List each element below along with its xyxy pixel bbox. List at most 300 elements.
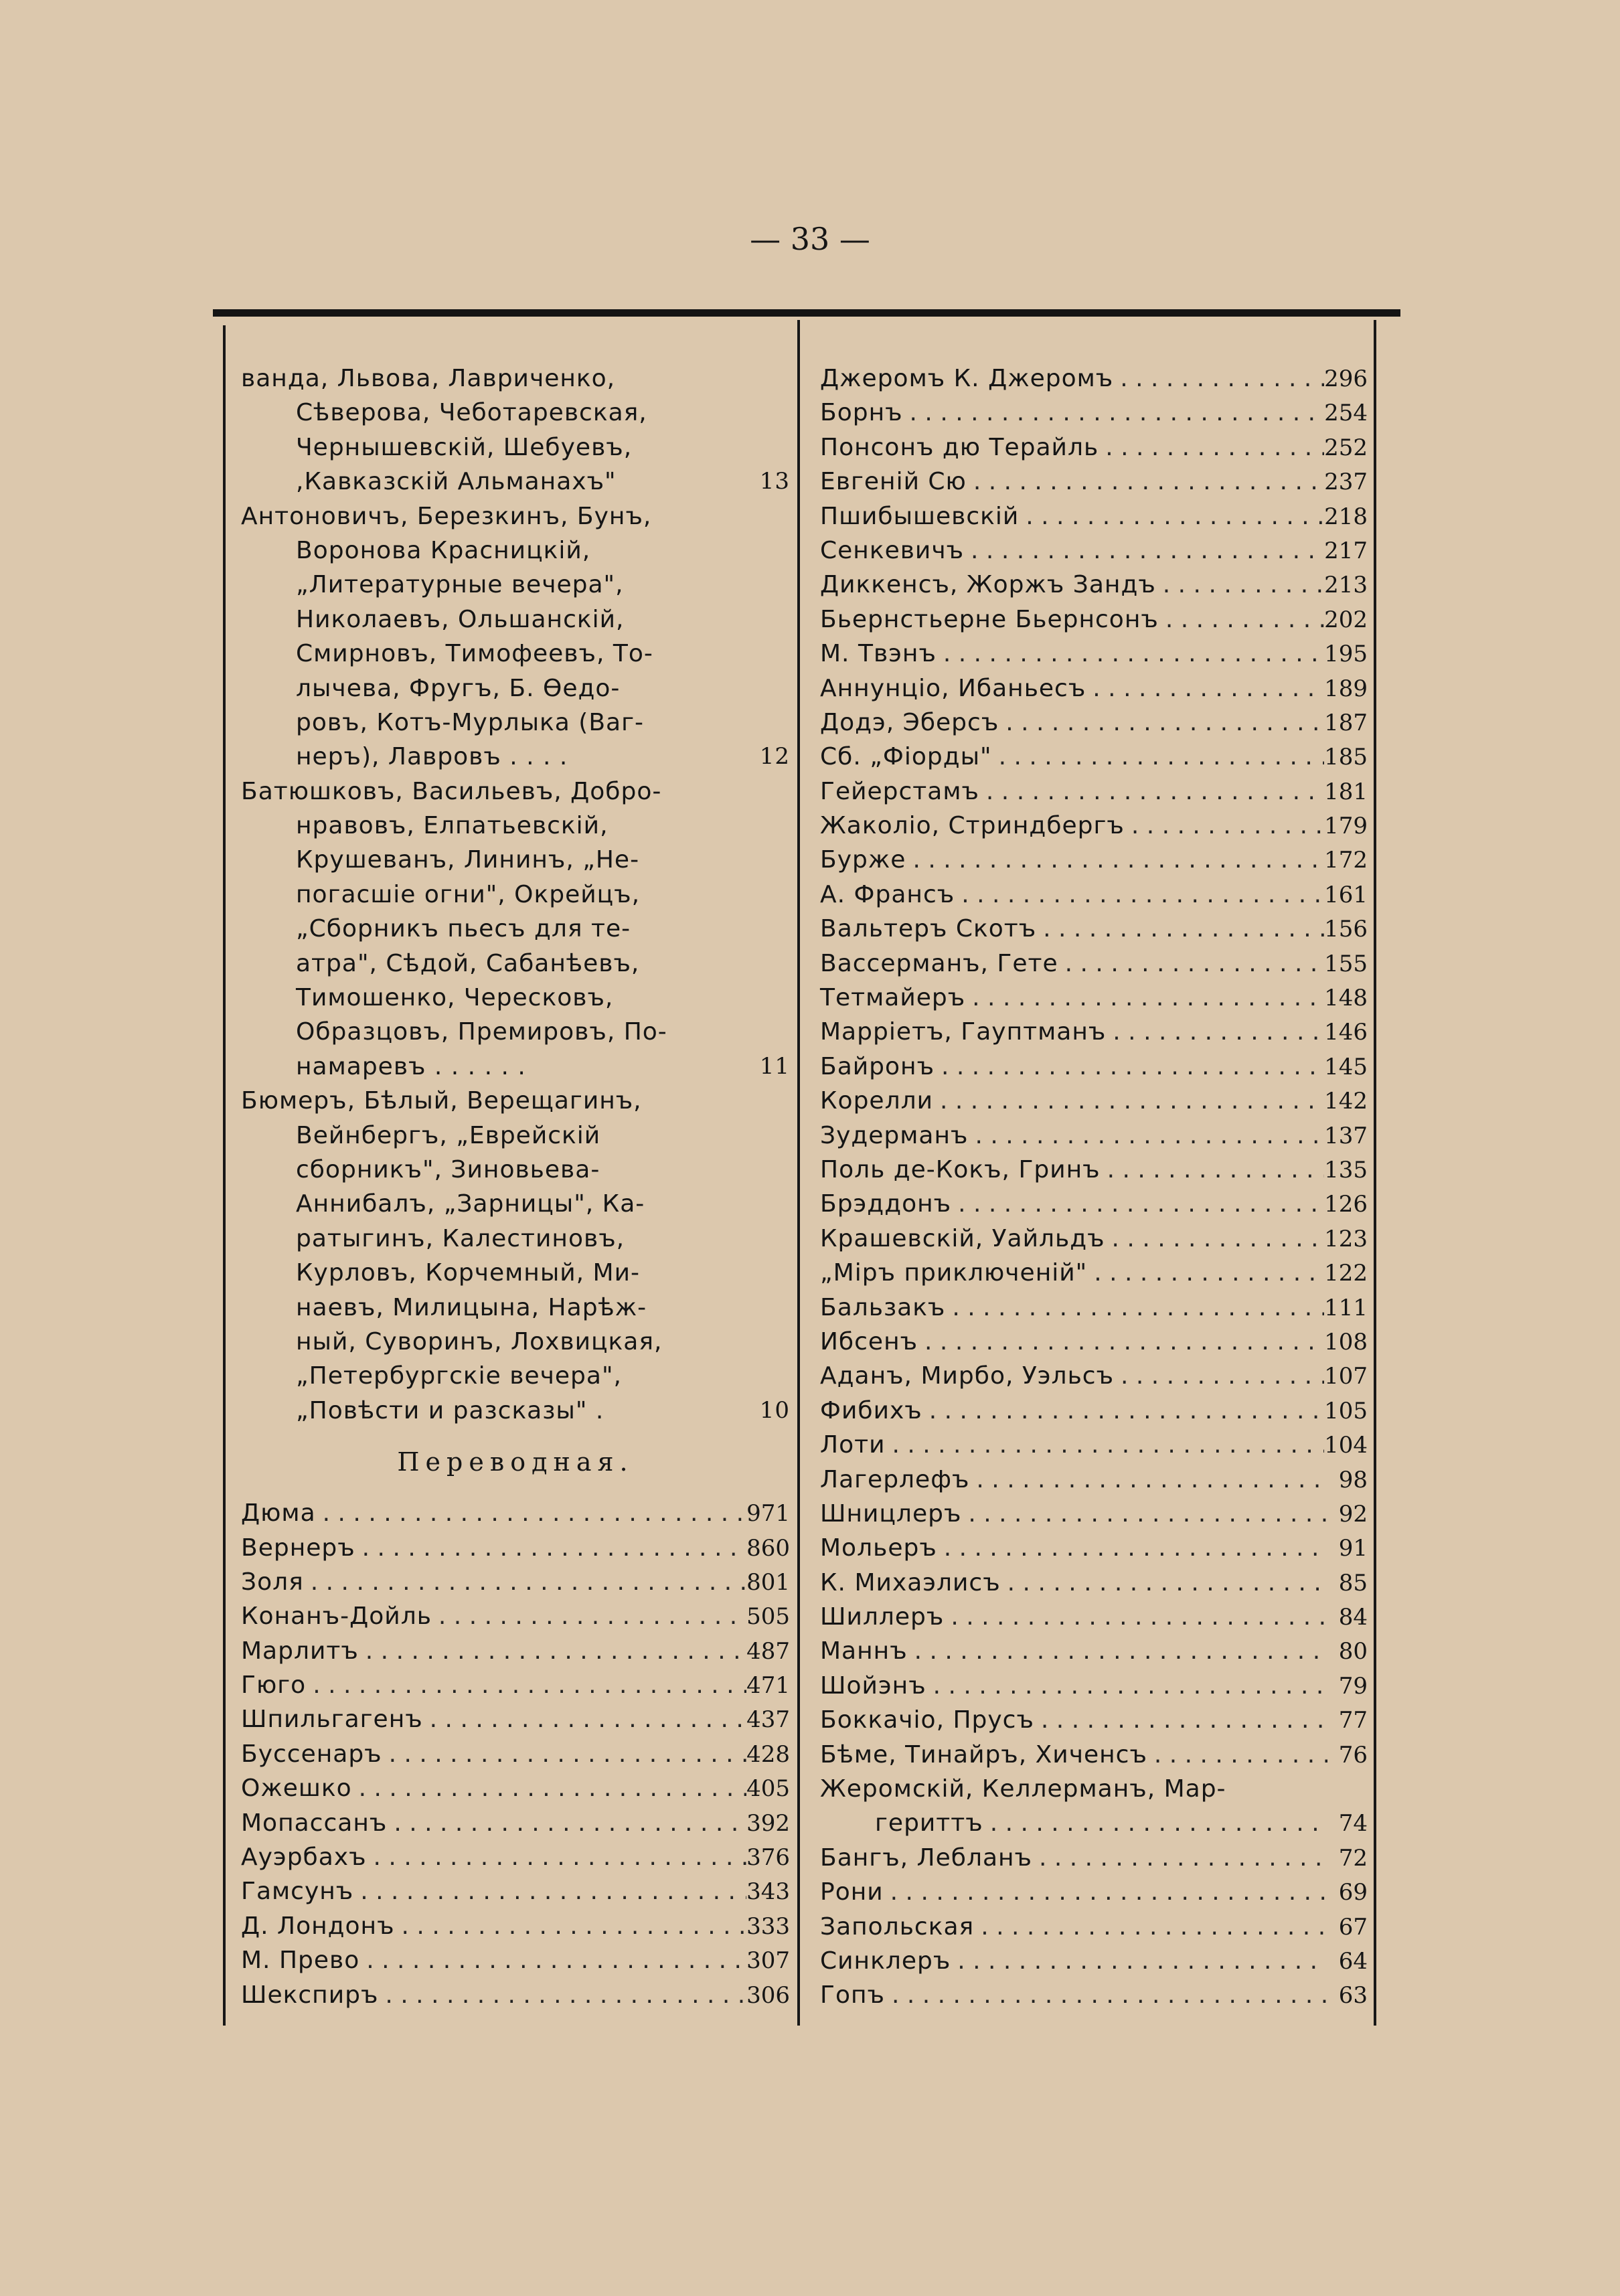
dot-leader xyxy=(1099,430,1324,465)
author-name: Вальтеръ Скотъ xyxy=(820,915,1037,943)
author-group-text: Вейнбергъ, „Еврейскій xyxy=(296,1121,601,1149)
author-entry xyxy=(820,465,1368,499)
author-count: 237 xyxy=(1324,469,1368,496)
group-count: 13 xyxy=(759,468,790,495)
author-count: 860 xyxy=(746,1534,790,1562)
author-count: 92 xyxy=(1338,1500,1368,1528)
author-name: М. Твэнъ xyxy=(820,640,937,668)
author-count: 187 xyxy=(1324,709,1368,736)
author-entry xyxy=(241,1634,790,1668)
author-name: Конанъ-Дойль xyxy=(241,1603,432,1631)
author-entry xyxy=(820,602,1368,637)
author-entry xyxy=(820,1703,1368,1737)
author-name: Марлитъ xyxy=(241,1637,359,1665)
author-count: 137 xyxy=(1324,1122,1368,1149)
author-group-text: „Петербургскіе вечера", xyxy=(296,1362,622,1390)
author-group-line xyxy=(241,568,790,602)
dot-leader xyxy=(1032,1841,1327,1875)
author-name: Бьернстьерне Бьернсонъ xyxy=(820,605,1159,633)
dot-leader xyxy=(423,1702,746,1736)
author-group-line xyxy=(241,1015,790,1049)
author-group-text: Крушеванъ, Лининъ, „Не- xyxy=(296,846,640,874)
author-name: Поль де-Кокъ, Гринъ xyxy=(820,1155,1101,1183)
dot-leader xyxy=(382,1737,746,1771)
dot-leader xyxy=(306,1668,746,1702)
author-name: Жаколіо, Стриндбергъ xyxy=(820,812,1125,840)
dot-leader xyxy=(933,1084,1324,1118)
author-entry xyxy=(820,843,1368,877)
author-group-text: Антоновичъ, Березкинъ, Бунъ, xyxy=(241,502,652,530)
author-name: Сб. „Фіорды" xyxy=(820,743,992,771)
header-rule xyxy=(213,309,1400,317)
dot-leader xyxy=(969,1463,1327,1497)
author-entry xyxy=(820,1463,1368,1497)
author-count: 148 xyxy=(1324,985,1368,1012)
author-name: К. Михаэлисъ xyxy=(820,1568,1001,1596)
author-group-line xyxy=(241,361,790,396)
page-number: — 33 — xyxy=(750,221,870,257)
author-entry xyxy=(820,1394,1368,1428)
author-group-text: ванда, Львова, Лавриченко, xyxy=(241,365,616,392)
author-name: Джеромъ К. Джеромъ xyxy=(820,365,1114,392)
author-entry xyxy=(820,1153,1368,1187)
author-group-line xyxy=(241,1119,790,1153)
author-name: Гейерстамъ xyxy=(820,777,979,805)
author-name: Запольская xyxy=(820,1912,975,1941)
dot-leader xyxy=(918,1325,1324,1359)
translated-authors-list-continued xyxy=(820,361,1368,2013)
dot-leader xyxy=(944,1600,1327,1634)
author-count: 98 xyxy=(1338,1466,1368,1493)
author-group-text: атра", Сѣдой, Сабанѣевъ, xyxy=(296,949,640,977)
dot-leader xyxy=(906,843,1324,877)
author-count: 376 xyxy=(746,1844,790,1872)
author-entry xyxy=(820,1325,1368,1359)
author-name: Марріетъ, Гауптманъ xyxy=(820,1018,1107,1046)
author-entry xyxy=(820,430,1368,465)
author-name: Понсонъ дю Терайль xyxy=(820,433,1099,461)
dot-leader xyxy=(395,1909,747,1943)
dot-leader xyxy=(961,1497,1327,1531)
author-count: 252 xyxy=(1324,434,1368,461)
author-group-line xyxy=(241,947,790,981)
left-border-line xyxy=(223,325,226,2026)
author-group-text: Сѣверова, Чеботаревская, xyxy=(296,399,647,427)
dot-leader xyxy=(387,1806,746,1840)
author-count: 74 xyxy=(1338,1810,1368,1837)
author-count: 145 xyxy=(1324,1053,1368,1080)
dot-leader xyxy=(1159,602,1324,637)
author-name: Ауэрбахъ xyxy=(241,1843,367,1872)
author-name: Маннъ xyxy=(820,1637,908,1665)
author-count: 69 xyxy=(1338,1879,1368,1906)
author-entry xyxy=(820,1187,1368,1221)
author-group-line xyxy=(241,1187,790,1221)
author-count: 307 xyxy=(746,1947,790,1975)
author-entry xyxy=(241,1599,790,1633)
author-group-line xyxy=(241,396,790,430)
author-entry xyxy=(820,1738,1368,1772)
author-entry xyxy=(820,1772,1368,1806)
author-entry xyxy=(241,1874,790,1908)
column-divider xyxy=(797,320,800,2026)
author-group-line xyxy=(241,671,790,706)
author-group-text: Смирновъ, Тимофеевъ, То- xyxy=(296,640,653,668)
dot-leader xyxy=(1087,1256,1324,1290)
author-entry xyxy=(820,396,1368,430)
author-name: Мопассанъ xyxy=(241,1809,388,1837)
author-group-line xyxy=(241,1084,790,1118)
author-count: 428 xyxy=(746,1740,790,1768)
author-entry xyxy=(820,1119,1368,1153)
author-group-text: Чернышевскій, Шебуевъ, xyxy=(296,433,633,461)
dot-leader xyxy=(316,1496,746,1530)
author-entry xyxy=(820,637,1368,671)
author-name: Аннунціо, Ибаньесъ xyxy=(820,674,1086,702)
author-group-text: „Повѣсти и разсказы" . xyxy=(296,1396,604,1424)
author-count: 156 xyxy=(1324,916,1368,943)
dot-leader xyxy=(937,1531,1327,1565)
author-group-line xyxy=(241,534,790,568)
author-group-text: ный, Суворинъ, Лохвицкая, xyxy=(296,1327,663,1356)
group-count: 11 xyxy=(759,1052,790,1080)
author-entry xyxy=(241,1668,790,1702)
author-name: Гюго xyxy=(241,1671,307,1700)
translated-authors-list xyxy=(241,1496,790,2012)
author-count: 72 xyxy=(1338,1844,1368,1872)
author-name: Вернеръ xyxy=(241,1534,355,1562)
author-name: Дюма xyxy=(241,1499,316,1528)
author-count: 172 xyxy=(1324,847,1368,874)
author-count: 84 xyxy=(1338,1604,1368,1631)
author-count: 333 xyxy=(746,1912,790,1940)
author-group-text: „Литературные вечера", xyxy=(296,571,624,599)
dot-leader xyxy=(353,1874,746,1908)
author-count: 254 xyxy=(1324,400,1368,427)
author-entry xyxy=(820,1875,1368,1909)
author-count: 202 xyxy=(1324,606,1368,633)
dot-leader xyxy=(1106,1015,1324,1049)
author-count: 79 xyxy=(1338,1672,1368,1700)
author-count: 67 xyxy=(1338,1913,1368,1941)
author-entry xyxy=(241,1737,790,1771)
author-count: 126 xyxy=(1324,1191,1368,1218)
dot-leader xyxy=(378,1978,746,2012)
author-entry xyxy=(820,1600,1368,1634)
author-entry xyxy=(241,1943,790,1977)
author-group-text: Образцовъ, Премировъ, По- xyxy=(296,1018,667,1046)
dot-leader xyxy=(983,1806,1327,1840)
author-group-line xyxy=(241,1359,790,1393)
author-entry xyxy=(820,1222,1368,1256)
dot-leader xyxy=(903,396,1325,430)
author-name: Жеромскій, Келлерманъ, Мар- xyxy=(820,1775,1226,1803)
dot-leader xyxy=(935,1050,1324,1084)
dot-leader xyxy=(1105,1222,1325,1256)
dot-leader xyxy=(922,1394,1324,1428)
author-entry xyxy=(820,361,1368,396)
author-group-line xyxy=(241,430,790,465)
author-group-line xyxy=(241,499,790,534)
author-name: Шойэнъ xyxy=(820,1671,926,1700)
dot-leader xyxy=(885,1978,1327,2012)
author-count: 179 xyxy=(1324,813,1368,840)
author-count: 108 xyxy=(1324,1328,1368,1356)
author-group-text: ратыгинъ, Калестиновъ, xyxy=(296,1224,625,1252)
author-count: 105 xyxy=(1324,1397,1368,1424)
dot-leader xyxy=(359,1943,746,1977)
author-name: Д. Лондонъ xyxy=(241,1912,395,1940)
author-name: Корелли xyxy=(820,1087,933,1115)
author-group-text: Воронова Красницкій, xyxy=(296,536,591,564)
author-group-line xyxy=(241,809,790,843)
author-entry xyxy=(241,1702,790,1736)
author-count: 505 xyxy=(746,1603,790,1631)
author-count: 104 xyxy=(1324,1432,1368,1459)
author-count: 146 xyxy=(1324,1019,1368,1046)
author-group-line xyxy=(241,1153,790,1187)
author-entry xyxy=(820,1497,1368,1531)
author-group-text: наевъ, Милицына, Нарѣж- xyxy=(296,1293,647,1321)
author-count: 161 xyxy=(1324,881,1368,908)
author-name: Пшибышевскій xyxy=(820,502,1020,530)
author-entry xyxy=(820,1806,1368,1840)
author-entry xyxy=(820,1050,1368,1084)
author-name: А. Франсъ xyxy=(820,880,955,908)
author-count: 218 xyxy=(1324,503,1368,530)
author-count: 155 xyxy=(1324,950,1368,977)
author-count: 64 xyxy=(1338,1947,1368,1975)
author-entry xyxy=(241,1531,790,1565)
author-name: Рони xyxy=(820,1878,884,1906)
dot-leader xyxy=(359,1634,746,1668)
author-count: 217 xyxy=(1324,537,1368,564)
author-name: Шекспиръ xyxy=(241,1981,379,2009)
dot-leader xyxy=(1036,912,1324,946)
dot-leader xyxy=(884,1875,1327,1909)
author-name: Лагерлефъ xyxy=(820,1465,970,1493)
author-group-text: намаревъ . . . . . . xyxy=(296,1052,526,1080)
author-entry xyxy=(820,740,1368,774)
dot-leader xyxy=(965,981,1324,1015)
author-name: Евгеній Сю xyxy=(820,468,967,496)
author-name: Боккачіо, Прусъ xyxy=(820,1706,1034,1734)
author-count: 91 xyxy=(1338,1535,1368,1562)
author-entry xyxy=(820,499,1368,534)
author-entry xyxy=(820,1531,1368,1565)
author-count: 343 xyxy=(746,1878,790,1906)
dot-leader xyxy=(979,774,1324,809)
author-group-line xyxy=(241,602,790,637)
author-name: Зудерманъ xyxy=(820,1121,969,1149)
author-entry xyxy=(820,774,1368,809)
author-count: 971 xyxy=(746,1500,790,1528)
author-name: Синклеръ xyxy=(820,1947,951,1975)
author-entry xyxy=(820,1015,1368,1049)
left-column xyxy=(241,361,790,2012)
author-name: Вассерманъ, Гете xyxy=(820,949,1058,977)
author-entry xyxy=(820,809,1368,843)
author-entry xyxy=(820,1944,1368,1978)
author-name: Шпильгагенъ xyxy=(241,1706,423,1734)
author-entry xyxy=(820,947,1368,981)
author-group-line xyxy=(241,878,790,912)
author-entry xyxy=(820,706,1368,740)
author-count: 306 xyxy=(746,1981,790,2009)
author-group-line xyxy=(241,637,790,671)
author-entry xyxy=(241,1496,790,1530)
author-group-line xyxy=(241,1050,790,1084)
dot-leader xyxy=(951,1187,1324,1221)
author-entry xyxy=(241,1840,790,1874)
section-heading-translated: Переводная. xyxy=(397,1447,634,1477)
author-entry xyxy=(820,1566,1368,1600)
author-entry xyxy=(820,981,1368,1015)
right-column xyxy=(820,361,1368,2013)
dot-leader xyxy=(432,1599,746,1633)
author-name: Бангъ, Лебланъ xyxy=(820,1843,1032,1872)
author-group-text: нравовъ, Елпатьевскій, xyxy=(296,812,609,840)
author-count: 195 xyxy=(1324,641,1368,668)
author-group-line xyxy=(241,774,790,809)
author-name: Байронъ xyxy=(820,1052,935,1080)
author-entry xyxy=(820,568,1368,602)
author-count: 189 xyxy=(1324,675,1368,702)
author-count: 80 xyxy=(1338,1638,1368,1665)
author-group-text: Курловъ, Корчемный, Ми- xyxy=(296,1259,640,1287)
dot-leader xyxy=(1058,947,1324,981)
author-name: Золя xyxy=(241,1568,304,1596)
dot-leader xyxy=(1019,499,1324,534)
author-name: Фибихъ xyxy=(820,1396,922,1424)
author-name: Ожешко xyxy=(241,1775,352,1803)
author-entry xyxy=(241,1806,790,1840)
dot-leader xyxy=(1101,1153,1324,1187)
author-name: Шницлеръ xyxy=(820,1499,962,1528)
author-count: 437 xyxy=(746,1706,790,1734)
dot-leader xyxy=(1034,1703,1327,1737)
author-count: 135 xyxy=(1324,1156,1368,1183)
author-name: Буссенаръ xyxy=(241,1740,382,1768)
author-group-text: погасшіе огни", Окрейцъ, xyxy=(296,880,641,908)
dot-leader xyxy=(937,637,1324,671)
author-name: Тетмайеръ xyxy=(820,984,966,1012)
right-border-line xyxy=(1374,320,1376,2026)
dot-leader xyxy=(1147,1738,1327,1772)
author-entry xyxy=(820,1634,1368,1668)
group-count: 10 xyxy=(759,1396,790,1424)
dot-leader xyxy=(1156,568,1324,602)
author-entry xyxy=(820,1291,1368,1325)
dot-leader xyxy=(926,1669,1327,1703)
dot-leader xyxy=(992,740,1324,774)
author-count: 142 xyxy=(1324,1088,1368,1115)
dot-leader xyxy=(955,878,1324,912)
author-name: Бурже xyxy=(820,846,906,874)
author-count: 85 xyxy=(1338,1569,1368,1596)
author-group-line xyxy=(241,843,790,877)
dot-leader xyxy=(908,1634,1327,1668)
author-count: 213 xyxy=(1324,572,1368,599)
author-group-line xyxy=(241,1256,790,1290)
author-group-line xyxy=(241,1325,790,1359)
author-group-line xyxy=(241,1222,790,1256)
author-group-text: неръ), Лавровъ . . . . xyxy=(296,743,568,771)
author-count: 77 xyxy=(1338,1707,1368,1734)
author-entry xyxy=(820,878,1368,912)
author-group-line xyxy=(241,1394,790,1428)
dot-leader xyxy=(1086,671,1324,706)
author-name: гериттъ xyxy=(875,1809,983,1837)
author-name: Аданъ, Мирбо, Уэльсъ xyxy=(820,1362,1115,1390)
author-count: 76 xyxy=(1338,1741,1368,1769)
author-entry xyxy=(820,1256,1368,1290)
dot-leader xyxy=(951,1944,1327,1978)
author-entry xyxy=(820,1084,1368,1118)
group-count: 12 xyxy=(759,743,790,770)
author-name: Бѣме, Тинайръ, Хиченсъ xyxy=(820,1740,1147,1769)
author-entry xyxy=(820,534,1368,568)
author-count: 487 xyxy=(746,1637,790,1665)
author-group-line xyxy=(241,1291,790,1325)
author-name: М. Прево xyxy=(241,1947,360,1975)
author-group-text: Тимошенко, Чересковъ, xyxy=(296,984,614,1012)
author-group-text: Аннибалъ, „Зарницы", Ка- xyxy=(296,1190,645,1218)
author-group-line xyxy=(241,706,790,740)
author-name: Лоти xyxy=(820,1431,886,1459)
author-group-text: Батюшковъ, Васильевъ, Добро- xyxy=(241,777,662,805)
author-name: Бальзакъ xyxy=(820,1293,946,1321)
author-count: 122 xyxy=(1324,1260,1368,1287)
dot-leader xyxy=(352,1771,746,1805)
dot-leader xyxy=(304,1565,746,1599)
author-name: Додэ, Эберсъ xyxy=(820,708,999,736)
dot-leader xyxy=(1113,361,1324,396)
author-entry xyxy=(820,1841,1368,1875)
author-name: Мольеръ xyxy=(820,1534,937,1562)
author-name: Борнъ xyxy=(820,399,903,427)
author-name: Гопъ xyxy=(820,1981,885,2010)
author-entry xyxy=(820,912,1368,946)
author-count: 63 xyxy=(1338,1982,1368,2010)
author-group-text: „Сборникъ пьесъ для те- xyxy=(296,915,631,943)
author-entry xyxy=(820,671,1368,706)
author-entry xyxy=(820,1910,1368,1944)
author-count: 392 xyxy=(746,1809,790,1837)
author-name: Шиллеръ xyxy=(820,1603,945,1631)
author-name: Гамсунъ xyxy=(241,1878,354,1906)
author-count: 405 xyxy=(746,1775,790,1803)
author-entry xyxy=(820,1359,1368,1393)
author-count: 471 xyxy=(746,1672,790,1700)
dot-leader xyxy=(1001,1566,1327,1600)
dot-leader xyxy=(945,1291,1324,1325)
author-name: Сенкевичъ xyxy=(820,536,965,564)
author-count: 123 xyxy=(1324,1225,1368,1252)
dot-leader xyxy=(885,1428,1324,1462)
author-count: 185 xyxy=(1324,744,1368,771)
dot-leader xyxy=(967,465,1324,499)
author-count: 296 xyxy=(1324,365,1368,392)
author-entry xyxy=(820,1978,1368,2012)
dot-leader xyxy=(355,1531,746,1565)
author-name: „Міръ приключеній" xyxy=(820,1259,1088,1287)
author-group-line xyxy=(241,465,790,499)
author-group-text: Бюмеръ, Бѣлый, Верещагинъ, xyxy=(241,1087,642,1115)
author-count: 801 xyxy=(746,1568,790,1596)
dot-leader xyxy=(999,706,1324,740)
author-count: 181 xyxy=(1324,778,1368,805)
